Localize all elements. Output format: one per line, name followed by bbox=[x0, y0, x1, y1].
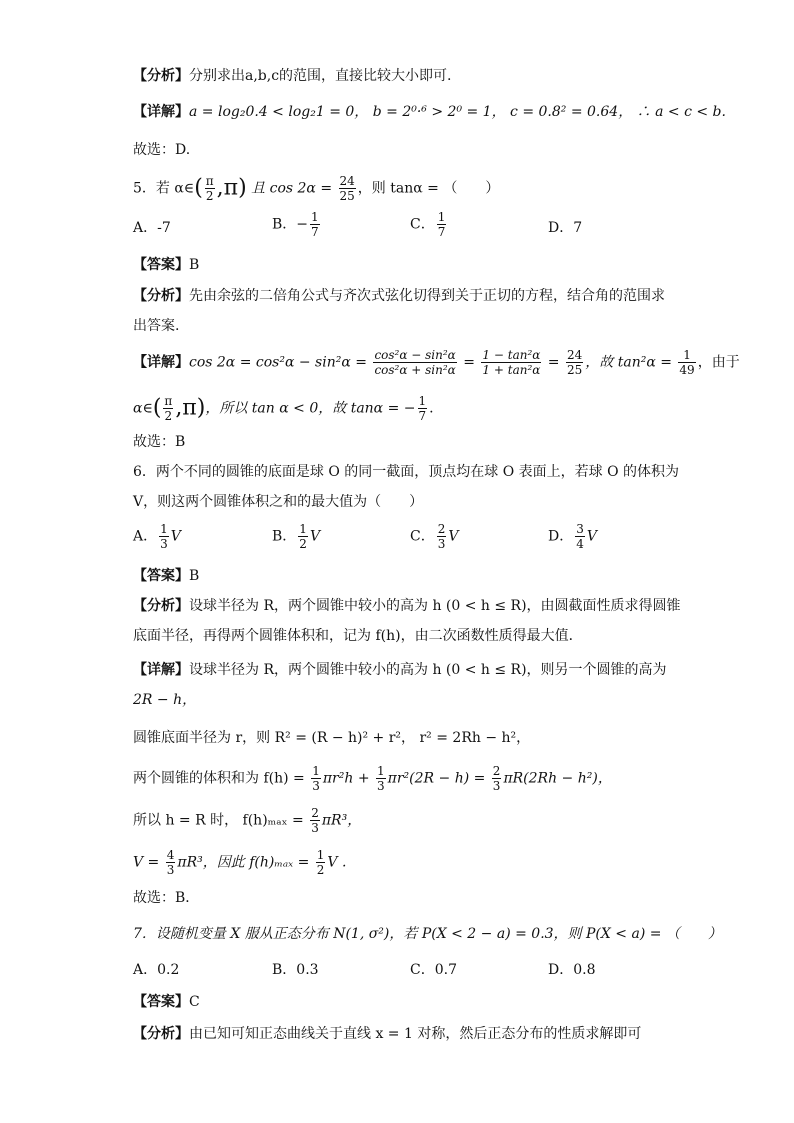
frac-den: 25 bbox=[339, 189, 355, 203]
frac-num: 1 bbox=[377, 764, 385, 778]
analysis-tag: 【分析】 bbox=[133, 1026, 189, 1042]
q5-stem-mid: 且 cos 2α = bbox=[246, 180, 337, 197]
detail2-post: . bbox=[429, 400, 434, 417]
analysis-text: 先由余弦的二倍角公式与齐次式弦化切得到关于正切的方程，结合角的范围求 bbox=[189, 288, 665, 304]
q7-option-c: C．0.7 bbox=[410, 962, 457, 978]
fraction-24-25 bbox=[566, 348, 583, 377]
q6-detail-line4 bbox=[133, 764, 612, 793]
frac-den: 1 + tan²α bbox=[482, 363, 541, 377]
frac-num: 2 bbox=[437, 522, 446, 536]
answer-tag: 【答案】 bbox=[133, 994, 189, 1010]
paren-right: ,π) bbox=[175, 395, 206, 421]
fraction-pi-2 bbox=[205, 174, 215, 203]
frac-num: 1 bbox=[312, 764, 320, 778]
opt-label: B． bbox=[272, 528, 297, 545]
frac-den: 2 bbox=[205, 189, 214, 203]
var-v: V bbox=[309, 528, 321, 545]
q7-option-a: A．0.2 bbox=[133, 962, 180, 978]
detail4-a: πr²h + bbox=[322, 770, 374, 787]
fraction-1-7 bbox=[418, 394, 428, 423]
fraction-tan bbox=[481, 348, 541, 377]
q5-stem-pre: 5．若 α∈ bbox=[133, 180, 195, 197]
q7-analysis-line bbox=[133, 1024, 641, 1044]
q5-option-a: A．-7 bbox=[133, 220, 171, 236]
detail-tag: 【详解】 bbox=[133, 104, 189, 120]
detail-post: ，由于 bbox=[697, 354, 740, 371]
q7-stem: 7．设随机变量 X 服从正态分布 N(1, σ²)，若 P(X < 2 − a) = 0.3，则 P(X < a) = （ ） bbox=[133, 926, 722, 942]
q6-detail-line5 bbox=[133, 806, 361, 835]
q5-option-c bbox=[410, 210, 448, 239]
frac-den: 7 bbox=[418, 409, 427, 423]
detail-tag: 【详解】 bbox=[133, 354, 189, 371]
frac-den: 3 bbox=[377, 779, 385, 793]
var-v: V bbox=[170, 528, 181, 545]
q6-detail-line6 bbox=[133, 848, 346, 877]
q6-choose: 故选：B． bbox=[133, 890, 200, 906]
q5-stem bbox=[133, 174, 499, 203]
frac-den: 2 bbox=[299, 537, 307, 551]
detail-pre: cos 2α = cos²α − sin²α = bbox=[189, 354, 372, 371]
fraction bbox=[159, 522, 169, 551]
frac-den: 49 bbox=[679, 363, 695, 377]
analysis-tag: 【分析】 bbox=[133, 598, 189, 614]
q5-analysis-line2: 出答案. bbox=[133, 318, 180, 334]
q6-detail-line3: 圆锥底面半径为 r，则 R² = (R − h)² + r²， r² = 2Rh − h²， bbox=[133, 730, 531, 746]
frac-den: 7 bbox=[437, 225, 446, 239]
frac-num: 24 bbox=[339, 174, 355, 188]
analysis-line bbox=[133, 66, 452, 86]
fraction-1-49 bbox=[678, 348, 695, 377]
frac-num: 1 bbox=[311, 210, 319, 224]
fraction bbox=[298, 522, 308, 551]
q5-stem-post: ，则 tanα = （ ） bbox=[357, 180, 500, 197]
fraction-1-7 bbox=[310, 210, 320, 239]
q6-analysis-line2: 底面半径，再得两个圆锥体积和，记为 f(h)，由二次函数性质得最大值． bbox=[133, 628, 583, 644]
frac-den: 3 bbox=[311, 821, 319, 835]
detail2-mid: ，所以 tan α < 0，故 tanα = − bbox=[205, 400, 416, 417]
frac-den: cos²α + sin²α bbox=[374, 363, 456, 377]
fraction-4-3 bbox=[166, 848, 176, 877]
q6-detail-line1 bbox=[133, 660, 667, 680]
analysis-tag: 【分析】 bbox=[133, 288, 189, 304]
frac-num: 1 bbox=[299, 522, 307, 536]
detail6-mid: πR³，因此 f(h)ₘₐₓ = bbox=[177, 854, 314, 871]
detail-line bbox=[133, 102, 726, 122]
frac-den: 3 bbox=[160, 537, 168, 551]
opt-label: C． bbox=[410, 528, 435, 545]
fraction-pi-2 bbox=[163, 394, 173, 423]
frac-den: 3 bbox=[166, 863, 175, 877]
q5-detail-line2 bbox=[133, 394, 434, 423]
analysis-text: 由已知可知正态曲线关于直线 x = 1 对称，然后正态分布的性质求解即可 bbox=[189, 1026, 642, 1042]
frac-num: π bbox=[205, 174, 214, 188]
q6-answer-line bbox=[133, 566, 199, 586]
paren-right: ,π) bbox=[216, 175, 247, 201]
fraction bbox=[575, 522, 585, 551]
analysis-text: 分别求出a,b,c的范围，直接比较大小即可. bbox=[189, 68, 452, 84]
answer-value: B bbox=[189, 568, 200, 584]
fraction-cos-sin bbox=[373, 348, 456, 377]
frac-num: 1 bbox=[316, 848, 325, 862]
q6-option-b bbox=[272, 522, 320, 551]
detail5-pre: 所以 h = R 时， f(h)ₘₐₓ = bbox=[133, 812, 309, 829]
detail-mid: ，故 tan²α = bbox=[585, 354, 677, 371]
detail2-pre: α∈ bbox=[133, 400, 153, 417]
frac-num: 1 bbox=[437, 210, 446, 224]
equals: = bbox=[543, 354, 564, 371]
opt-label: D． bbox=[548, 528, 574, 545]
detail4-c: πR(2Rh − h²)， bbox=[503, 770, 612, 787]
fraction-2-3 bbox=[492, 764, 502, 793]
detail4-b: πr²(2R − h) = bbox=[387, 770, 490, 787]
q5-option-d: D．7 bbox=[548, 220, 583, 236]
frac-num: 1 bbox=[160, 522, 168, 536]
frac-num: 2 bbox=[492, 764, 501, 778]
frac-den: 7 bbox=[311, 225, 319, 239]
q6-option-d bbox=[548, 522, 597, 551]
frac-num: 2 bbox=[311, 806, 319, 820]
q7-answer-line bbox=[133, 992, 200, 1012]
equals: = bbox=[458, 354, 480, 371]
frac-num: 24 bbox=[567, 348, 583, 362]
q7-option-b: B．0.3 bbox=[272, 962, 319, 978]
fraction-1-7 bbox=[437, 210, 447, 239]
paren-left: ( bbox=[152, 395, 162, 421]
analysis-tag: 【分析】 bbox=[133, 68, 189, 84]
q6-option-a bbox=[133, 522, 181, 551]
paren-left: ( bbox=[194, 175, 203, 201]
opt-label: B．− bbox=[272, 216, 309, 233]
frac-den: 3 bbox=[312, 779, 320, 793]
frac-den: 3 bbox=[492, 779, 501, 793]
detail6-post: V . bbox=[327, 854, 347, 871]
detail-text: 设球半径为 R，两个圆锥中较小的高为 h (0 < h ≤ R)，则另一个圆锥的高为 bbox=[189, 662, 667, 678]
q6-analysis-line1 bbox=[133, 596, 681, 616]
frac-num: π bbox=[164, 394, 173, 408]
opt-label: C． bbox=[410, 216, 435, 233]
frac-num: 4 bbox=[166, 848, 175, 862]
frac-num: 3 bbox=[576, 522, 584, 536]
frac-num: cos²α − sin²α bbox=[374, 348, 456, 362]
var-v: V bbox=[448, 528, 459, 545]
answer-tag: 【答案】 bbox=[133, 257, 189, 273]
frac-den: 25 bbox=[567, 363, 583, 377]
fraction-1-2 bbox=[316, 848, 326, 877]
q5-choose: 故选：B bbox=[133, 434, 186, 450]
frac-den: 2 bbox=[164, 409, 173, 423]
var-v: V bbox=[586, 528, 597, 545]
q6-stem-line1: 6．两个不同的圆锥的底面是球 O 的同一截面，顶点均在球 O 表面上，若球 O 的体积为 bbox=[133, 464, 680, 480]
q5-answer-line bbox=[133, 255, 199, 275]
q6-stem-line2: V，则这两个圆锥体积之和的最大值为（ ） bbox=[133, 494, 424, 510]
fraction-24-25 bbox=[339, 174, 356, 203]
q5-option-b bbox=[272, 210, 322, 239]
q7-option-d: D．0.8 bbox=[548, 962, 596, 978]
answer-value: B bbox=[189, 257, 200, 273]
choose-line: 故选：D. bbox=[133, 142, 191, 158]
answer-tag: 【答案】 bbox=[133, 568, 189, 584]
fraction-1-3 bbox=[376, 764, 386, 793]
q6-detail-line2: 2R − h， bbox=[133, 692, 197, 708]
frac-num: 1 bbox=[678, 348, 695, 363]
opt-label: A． bbox=[133, 528, 158, 545]
detail-tag: 【详解】 bbox=[133, 662, 189, 678]
answer-value: C bbox=[189, 994, 200, 1010]
fraction-2-3 bbox=[310, 806, 320, 835]
analysis-text: 设球半径为 R，两个圆锥中较小的高为 h (0 < h ≤ R)，由圆截面性质求得圆锥 bbox=[189, 598, 681, 614]
q6-option-c bbox=[410, 522, 458, 551]
frac-num: 1 bbox=[418, 394, 427, 408]
frac-den: 2 bbox=[316, 863, 325, 877]
q5-analysis-line1 bbox=[133, 286, 665, 306]
detail4-pre: 两个圆锥的体积和为 f(h) = bbox=[133, 770, 310, 787]
frac-num: 1 − tan²α bbox=[482, 348, 541, 362]
q5-detail-line1 bbox=[133, 348, 740, 377]
fraction bbox=[437, 522, 447, 551]
detail6-pre: V = bbox=[133, 854, 164, 871]
detail-text: a = log₂0.4 < log₂1 = 0， b = 2⁰·⁶ > 2⁰ = 1， c = 0.8² = 0.64， ∴ a < c < b. bbox=[189, 104, 726, 120]
frac-den: 3 bbox=[437, 537, 446, 551]
detail5-post: πR³， bbox=[321, 812, 362, 829]
frac-den: 4 bbox=[576, 537, 584, 551]
fraction-1-3 bbox=[311, 764, 321, 793]
